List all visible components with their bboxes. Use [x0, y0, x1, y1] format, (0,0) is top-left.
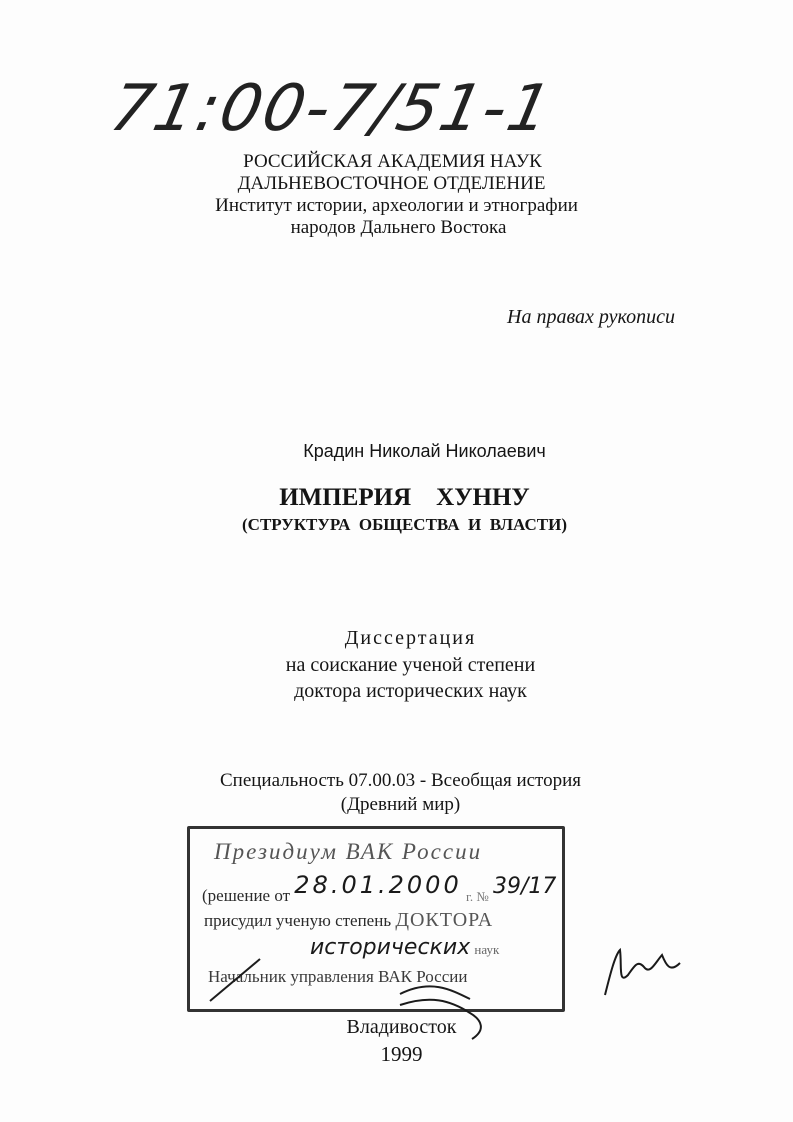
stamp-decision-date: 28.01.2000 — [294, 871, 462, 899]
stamp-field-value: исторических — [310, 935, 471, 960]
stamp-field-suffix: наук — [474, 942, 500, 957]
stamp-decision-mid: г. № — [465, 889, 489, 904]
handwritten-squiggle — [390, 995, 530, 1045]
institute-name: Институт истории, археологии и этнографии — [215, 195, 578, 216]
institute-name-cont: народов Дальнего Востока — [290, 217, 507, 238]
year: 1999 — [380, 1042, 423, 1066]
stamp-degree-value: ДОКТОРА — [395, 909, 494, 931]
stamp-decision-number: 39/17 — [493, 874, 557, 899]
org-name: РОССИЙСКАЯ АКАДЕМИЯ НАУК — [243, 151, 542, 172]
stamp-line-presidium: Президиум ВАК России — [214, 839, 483, 864]
specialty-subfield: (Древний мир) — [340, 794, 461, 815]
stamp-signature-strokes — [190, 829, 562, 1009]
archive-number: 71:00-7/51-1 — [104, 72, 559, 146]
city: Владивосток — [346, 1016, 457, 1038]
rights-note: На правах рукописи — [507, 306, 675, 328]
thesis-type: Диссертация — [344, 627, 477, 649]
stamp-degree-prefix: присудил ученую степень — [204, 911, 392, 930]
stamp-decision-prefix: (решение от — [202, 886, 291, 905]
thesis-degree-line1: на соискание ученой степени — [285, 654, 536, 676]
org-branch: ДАЛЬНЕВОСТОЧНОЕ ОТДЕЛЕНИЕ — [237, 173, 546, 194]
signature-mark — [600, 945, 690, 1005]
thesis-degree-line2: доктора исторических наук — [294, 680, 527, 702]
stamp-line-head: Начальник управления ВАК России — [208, 967, 468, 986]
author-name: Крадин Николай Николаевич — [303, 441, 546, 461]
vak-stamp — [187, 826, 565, 1012]
dissertation-title: ИМПЕРИЯ ХУННУ — [279, 484, 530, 511]
specialty: Специальность 07.00.03 - Всеобщая история — [219, 770, 582, 791]
dissertation-subtitle: (СТРУКТУРА ОБЩЕСТВА И ВЛАСТИ) — [242, 515, 567, 534]
